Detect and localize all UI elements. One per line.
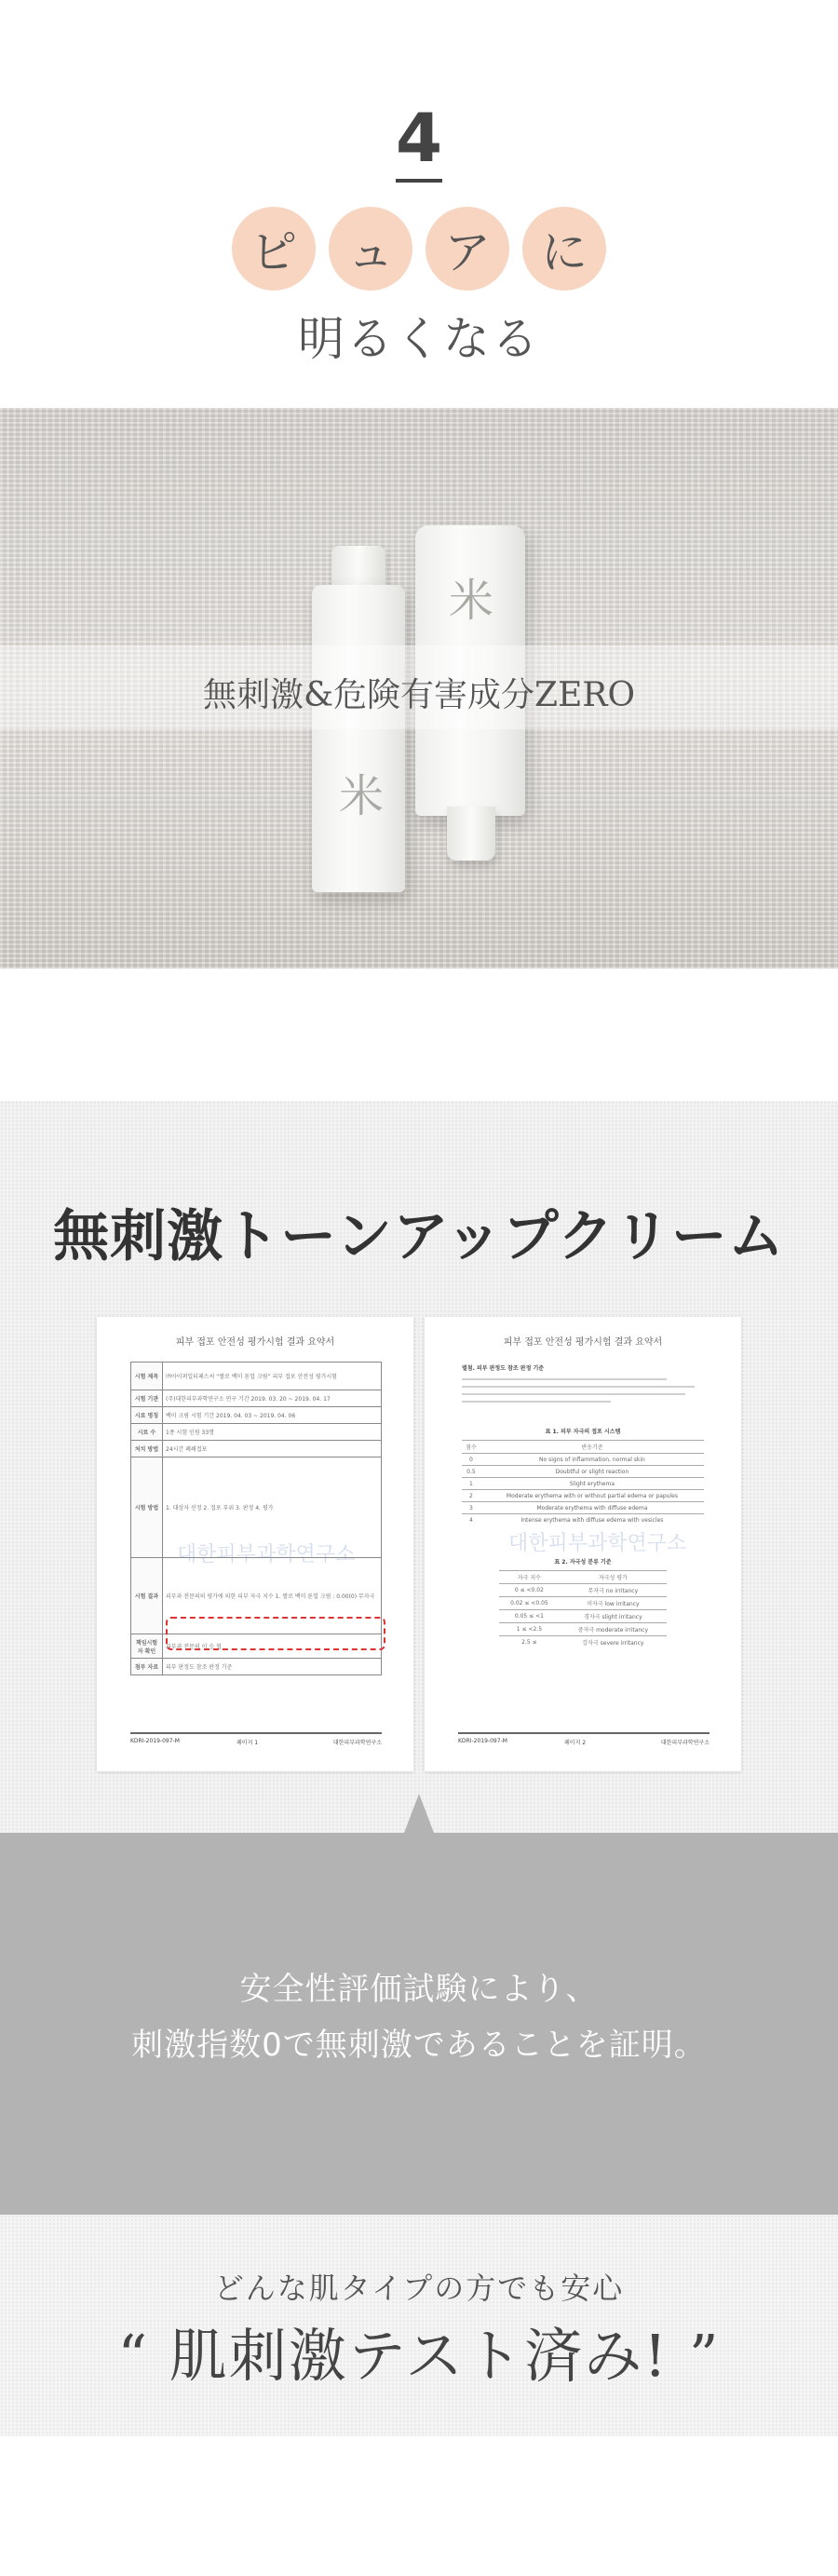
row-value: 피부과 전문의 이 승 협 xyxy=(163,1634,382,1659)
cell: 0.5 xyxy=(462,1466,480,1478)
row-value: 백미 크림 시험 기간 2019. 04. 03 ~ 2019. 04. 06 xyxy=(163,1407,382,1424)
cell: 1 xyxy=(462,1478,480,1490)
doc-title: 피부 접포 안전성 평가시험 결과 요약서 xyxy=(503,1337,663,1348)
cell: 점수 xyxy=(462,1441,480,1454)
table-row xyxy=(131,1441,382,1457)
spacer xyxy=(0,969,838,1101)
headline-circle: ュ xyxy=(329,207,412,291)
row-label: 시험 제목 xyxy=(131,1363,163,1390)
row-label: 시료 명칭 xyxy=(131,1407,163,1424)
table-row xyxy=(131,1390,382,1407)
tested-banner xyxy=(0,2215,838,2436)
cell: 자극 지수 xyxy=(499,1571,560,1584)
watermark: 대한피부과학연구소 xyxy=(508,1532,687,1555)
table-caption: 표 1. 피부 자극의 접포 시스템 xyxy=(545,1429,621,1435)
row-label: 시험 기관 xyxy=(131,1390,163,1407)
row-value: 1. 대상자 선정 2. 접포 부위 3. 판정 4. 평가 xyxy=(163,1457,382,1558)
pointer-arrow xyxy=(404,1794,434,1833)
table-caption: 표 2. 자극성 분류 기준 xyxy=(554,1559,612,1566)
certificate-title: 無刺激トーンアップクリーム xyxy=(53,1204,785,1269)
cell: No signs of inflammation, normal skin xyxy=(480,1454,704,1466)
text-line xyxy=(462,1401,611,1403)
cell: 0.02 ≤ <0.05 xyxy=(499,1597,560,1610)
photo-overlay-text: 無刺激&危険有害成分ZERO xyxy=(203,676,635,714)
headline-circle: ピ xyxy=(232,207,316,291)
cell: 4 xyxy=(462,1514,480,1526)
cell: 강자극 severe irritancy xyxy=(560,1636,667,1649)
cell: 3 xyxy=(462,1502,480,1514)
row-label: 첨부 자료 xyxy=(131,1659,163,1675)
result-band xyxy=(0,1833,838,2215)
table-row xyxy=(131,1363,382,1390)
row-label: 시료 수 xyxy=(131,1424,163,1441)
table-row xyxy=(462,1441,704,1454)
small-tube xyxy=(312,585,405,892)
cell: 경자극 slight irritancy xyxy=(560,1610,667,1623)
table-row xyxy=(462,1454,704,1466)
result-highlight-box xyxy=(166,1617,385,1650)
page-number: 페이지 1 xyxy=(237,1740,259,1746)
doc-footer xyxy=(458,1732,710,1746)
table-row xyxy=(499,1623,667,1636)
table-row xyxy=(131,1424,382,1441)
table-row xyxy=(462,1502,704,1514)
irritation-score-table xyxy=(462,1440,704,1526)
row-label: 시험 결과 xyxy=(131,1558,163,1634)
text-line xyxy=(462,1393,685,1395)
table-row xyxy=(131,1407,382,1424)
row-value: 24시간 폐쇄접포 xyxy=(163,1441,382,1457)
row-value: ㈜아이퍼일티페스씨 “쌀로 백미 톤업 크림” 피부 접포 안전성 평가시험 xyxy=(163,1363,382,1390)
doc-footer xyxy=(130,1732,382,1746)
step-header xyxy=(0,0,838,408)
doc-section-heading: 별첨. 피부 판정도 참조 판정 기준 xyxy=(462,1365,545,1372)
text-line xyxy=(462,1386,695,1388)
row-value: 피부 판정도 참조 판정 기준 xyxy=(163,1659,382,1675)
row-label: 처치 방법 xyxy=(131,1441,163,1457)
table-row xyxy=(462,1514,704,1526)
doc-id: KDRI-2019-097-M xyxy=(458,1738,507,1744)
page-end-spacer xyxy=(0,2436,838,2576)
headline-circle: に xyxy=(522,207,606,291)
headline-circle: ア xyxy=(426,207,509,291)
cell: Intense erythema with diffuse edema with vesicles xyxy=(480,1514,704,1526)
cell: 반응기준 xyxy=(480,1441,704,1454)
cell: Moderate erythema with diffuse edema xyxy=(480,1502,704,1514)
step-number: 4 xyxy=(395,99,443,177)
table-row xyxy=(131,1659,382,1675)
table-row xyxy=(499,1597,667,1610)
cell: 미자극 low irritancy xyxy=(560,1597,667,1610)
rice-logo-mark: 米 xyxy=(339,770,385,822)
cell: Slight erythema xyxy=(480,1478,704,1490)
certificate-page-2 xyxy=(425,1317,741,1771)
headline-circles xyxy=(0,207,838,291)
table-row xyxy=(499,1584,667,1597)
large-tube-cap xyxy=(447,807,495,861)
cell: 0 ≤ <0.02 xyxy=(499,1584,560,1597)
table-row xyxy=(499,1636,667,1649)
row-label: 책임시험자 확인 xyxy=(131,1634,163,1659)
table-row xyxy=(499,1571,667,1584)
product-photo xyxy=(0,408,838,969)
rice-logo-mark: 米 xyxy=(449,575,494,627)
institute-name: 대한피부과학연구소 xyxy=(332,1740,382,1746)
table-row xyxy=(462,1466,704,1478)
step-underline xyxy=(396,179,442,183)
cell: 2 xyxy=(462,1490,480,1502)
row-value: 피부과 전문의의 평가에 의한 피부 자극 지수 1. 쌀로 백미 톤업 크림 : 0.00(0) 무자극 xyxy=(163,1558,382,1634)
doc-id: KDRI-2019-097-M xyxy=(130,1738,180,1744)
headline-subtitle: 明るくなる xyxy=(298,312,540,366)
text-line xyxy=(462,1378,667,1380)
watermark: 대한피부과학연구소 xyxy=(177,1543,356,1566)
table-row xyxy=(462,1478,704,1490)
banner-title: “ 肌刺激テスト済み! ” xyxy=(117,2322,721,2390)
table-row xyxy=(499,1610,667,1623)
cell: 무자극 no irritancy xyxy=(560,1584,667,1597)
certificate-page-1 xyxy=(97,1317,413,1771)
row-value: (주)대한피부과학연구소 연구 기간 2019. 03. 20 ~ 2019. 04. 17 xyxy=(163,1390,382,1407)
cell: 0 xyxy=(462,1454,480,1466)
banner-subtitle: どんな肌タイプの方でも安心 xyxy=(213,2271,625,2306)
institute-name: 대한피부과학연구소 xyxy=(660,1740,710,1746)
row-value: 1종 시험 인원 33명 xyxy=(163,1424,382,1441)
irritancy-class-table xyxy=(499,1570,667,1648)
cell: 자극성 평가 xyxy=(560,1571,667,1584)
cell: 0.05 ≤ <1 xyxy=(499,1610,560,1623)
page-number: 페이지 2 xyxy=(564,1740,587,1746)
cell: 중자극 moderate irritancy xyxy=(560,1623,667,1636)
result-text-line-2: 刺激指数0で無刺激であることを証明。 xyxy=(131,2027,707,2064)
row-label: 시험 방법 xyxy=(131,1457,163,1558)
cell: Doubtful or slight reaction xyxy=(480,1466,704,1478)
cell: 1 ≤ <2.5 xyxy=(499,1623,560,1636)
result-text-line-1: 安全性評価試験により、 xyxy=(239,1971,599,2008)
cell: 2.5 ≤ xyxy=(499,1636,560,1649)
doc-title: 피부 접포 안전성 평가시험 결과 요약서 xyxy=(175,1337,335,1348)
certificate-section xyxy=(0,1101,838,1833)
table-row xyxy=(462,1490,704,1502)
cell: Moderate erythema with or without partial edema or papules xyxy=(480,1490,704,1502)
